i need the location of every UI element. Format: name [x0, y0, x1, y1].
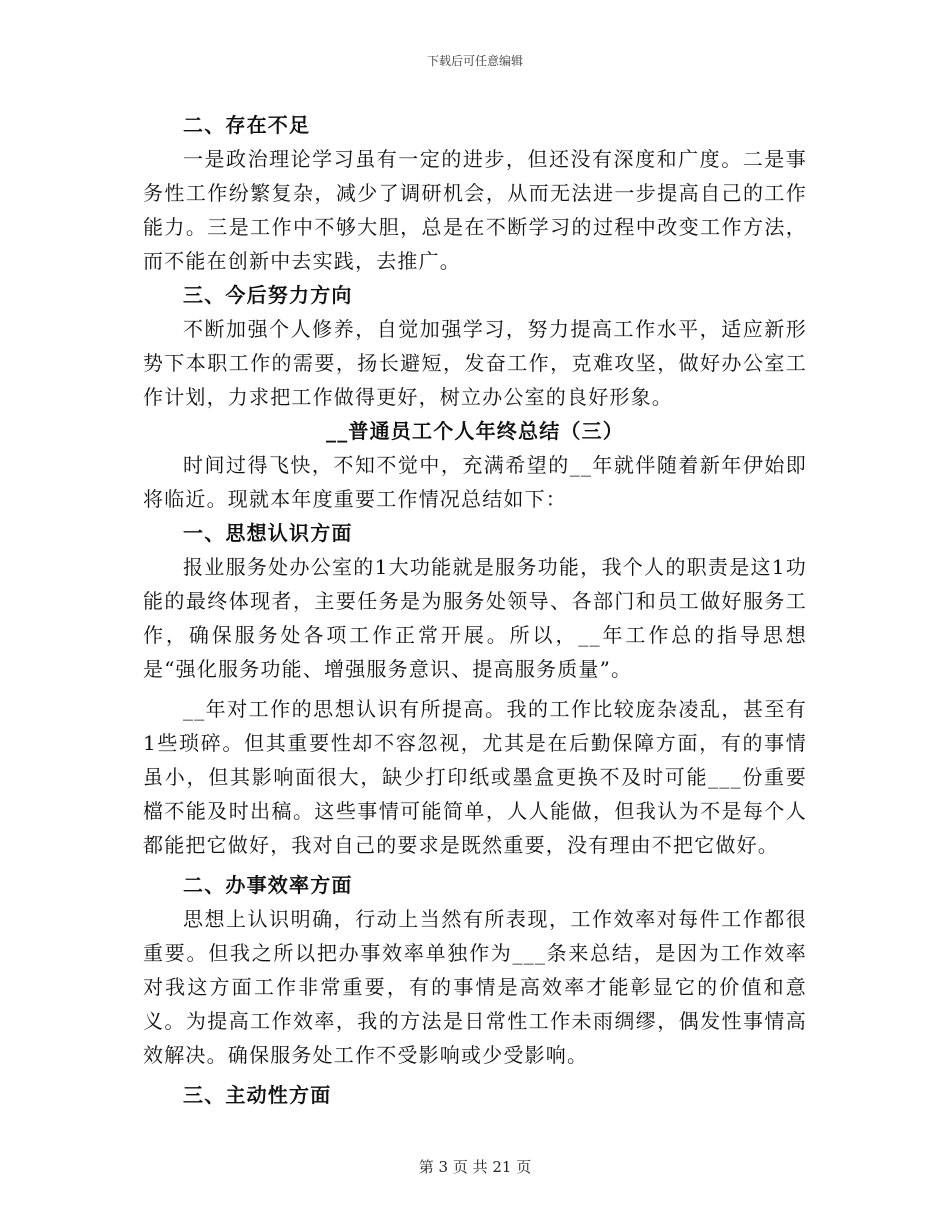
document-body	[143, 108, 807, 1112]
paragraph-ideology-1: 报业服务处办公室的1大功能就是服务功能，我个人的职责是这1功能的最终体现者，主要任务是为服务处领导、各部门和员工做好服务工作，确保服务处各项工作正常开展。所以，__年工作总的指导思想是“强化服务功能、增强服务意识、提高服务质量”。	[143, 555, 807, 681]
document-title-summary-3: __普通员工个人年终总结（三）	[326, 419, 624, 443]
paragraph-efficiency: 思想上认识明确，行动上当然有所表现，工作效率对每件工作都很重要。但我之所以把办事效率单独作为___条来总结，是因为工作效率对我这方面工作非常重要，有的事情是高效率才能彰显它的价值和意义。为提高工作效率，我的方法是日常性工作未雨绸缪，偶发性事情高效解决。确保服务处工作不受影响或少受影响。	[143, 907, 807, 1067]
section-heading-future-direction: 三、今后努力方向	[183, 283, 353, 307]
paragraph-ideology-2: __年对工作的思想认识有所提高。我的工作比较庞杂凌乱，甚至有1些琐碎。但其重要性却不容忽视，尤其是在后勤保障方面，有的事情虽小，但其影响面很大，缺少打印纸或墨盒更换不及时可能___份重要檔不能及时出稿。这些事情可能简单，人人能做，但我认为不是每个人都能把它做好，我对自己的要求是既然重要，没有理由不把它做好。	[143, 697, 807, 857]
page-header: 下载后可任意编辑	[426, 54, 523, 68]
section-heading-ideology: 一、思想认识方面	[183, 521, 353, 545]
paragraph-shortcomings: 一是政治理论学习虽有一定的进步，但还没有深度和广度。二是事务性工作纷繁复杂，减少了调研机会，从而无法进一步提高自己的工作能力。三是工作中不够大胆，总是在不断学习的过程中改变工作方法，而不能在创新中去实践，去推广。	[143, 147, 807, 273]
paragraph-future-direction: 不断加强个人修养，自觉加强学习，努力提高工作水平，适应新形势下本职工作的需要，扬长避短，发奋工作，克难攻坚，做好办公室工作计划，力求把工作做得更好，树立办公室的良好形象。	[143, 317, 807, 409]
section-heading-shortcomings: 二、存在不足	[183, 113, 311, 137]
section-heading-initiative: 三、主动性方面	[183, 1083, 332, 1107]
paragraph-intro: 时间过得飞快，不知不觉中，充满希望的__年就伴随着新年伊始即将临近。现就本年度重要工作情况总结如下：	[143, 453, 807, 511]
section-heading-efficiency: 二、办事效率方面	[183, 873, 353, 897]
page-footer: 第 3 页 共 21 页	[418, 1158, 532, 1176]
